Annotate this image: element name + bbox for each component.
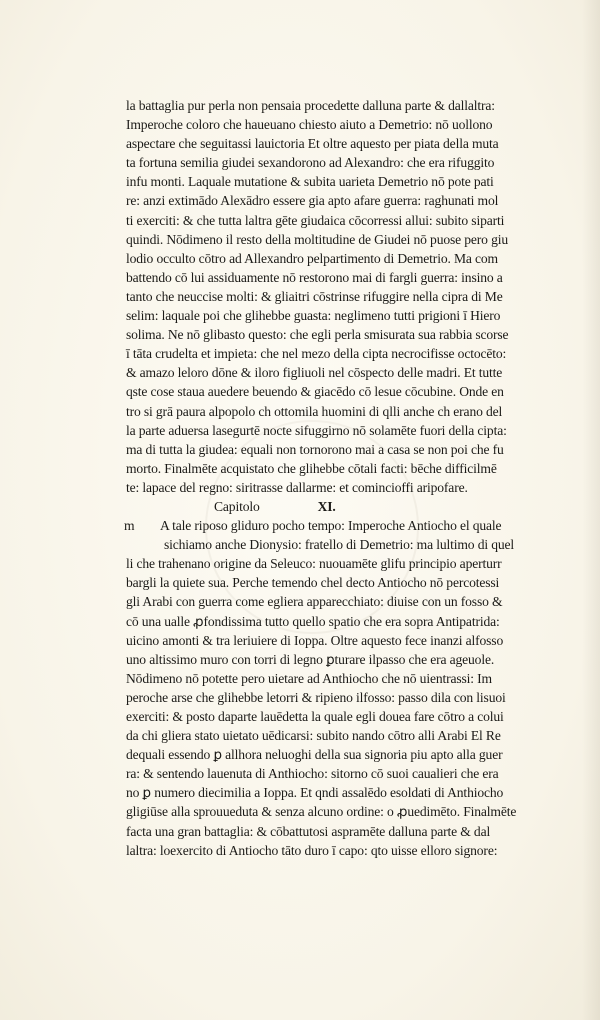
text-line: cō una ualle ꝓfondissima tutto quello spatio che era sopra Antipatrida: bbox=[126, 613, 500, 629]
chapter-heading bbox=[126, 497, 586, 516]
text-line: ī tāta crudelta et impieta: che nel mezo della cipta necrocifisse octocēto: bbox=[126, 346, 507, 362]
text-line: te: lapace del regno: siritrasse dallarme: et comincioffi aripofare. bbox=[126, 479, 468, 495]
text-line: ti exerciti: & che tutta laltra gēte giudaica cōcorressi allui: subito siparti bbox=[126, 212, 505, 228]
text-line: Nōdimeno nō potette pero uietare ad Anthiocho che nō uientrassi: Im bbox=[126, 670, 492, 686]
text-line: la parte aduersa lasegurtē nocte sifuggirno nō solamēte fuori della cipta: bbox=[126, 422, 507, 438]
text-line: ra: & sentendo lauenuta di Anthiocho: sitorno cō suoi caualieri che era bbox=[126, 766, 499, 782]
text-line: solima. Ne nō glibasto questo: che egli perla smisurata sua rabbia scorse bbox=[126, 327, 509, 343]
text-line: laltra: loexercito di Antiocho tāto duro ī capo: qto uisse elloro signore: bbox=[126, 842, 498, 858]
text-line: aspectare che seguitassi lauictoria Et oltre aquesto per piata della muta bbox=[126, 136, 499, 152]
text-line: facta una gran battaglia: & cōbattutosi aspramēte dalluna parte & dal bbox=[126, 823, 491, 839]
chapter-label: Capitolo bbox=[214, 498, 260, 514]
lettrine-guide-letter: m bbox=[124, 518, 135, 534]
text-before-chapter bbox=[126, 96, 586, 497]
chapter-second-line: sichiamo anche Dionysio: fratello di Demetrio: ma lultimo di quel bbox=[164, 537, 515, 553]
text-block bbox=[126, 96, 586, 860]
text-line: selim: laquale poi che glihebbe guasta: neglimeno tutti prigioni ī Hiero bbox=[126, 308, 501, 324]
text-line: qste cose staua auedere beuendo & giacēdo cō lesue cōcubine. Onde en bbox=[126, 384, 504, 400]
text-line: exerciti: & posto daparte lauēdetta la quale egli douea fare cōtro a colui bbox=[126, 709, 504, 724]
text-line: gli Arabi con guerra come egliera apparecchiato: diuise con un fosso & bbox=[126, 594, 503, 610]
text-line: Imperoche coloro che haueuano chiesto aiuto a Demetrio: nō uollono bbox=[126, 117, 493, 133]
text-line: re: anzi extimādo Alexādro essere gia apto afare guerra: raghunati mol bbox=[126, 193, 499, 209]
text-line: peroche arse che glihebbe letorri & ripieno ilfosso: passo dila con lisuoi bbox=[126, 689, 506, 705]
text-line: lodio occulto cōtro ad Allexandro pelpartimento di Demetrio. Ma com bbox=[126, 250, 498, 266]
text-line: tanto che neuccise molti: & gliaitri cōstrinse rifuggire nella cipra di Me bbox=[126, 288, 503, 304]
text-line: battendo cō lui assiduamente nō restorono mai di fargli guerra: insino a bbox=[126, 269, 503, 285]
text-line: morto. Finalmēte acquistato che glihebbe cōtali facti: bēche difficilmē bbox=[126, 460, 497, 476]
chapter-first-line bbox=[126, 516, 586, 535]
chapter-number: XI. bbox=[317, 498, 336, 514]
text-after-chapter bbox=[126, 554, 586, 860]
text-line: quindi. Nōdimeno il resto della moltitudine de Giudei nō puose pero giu bbox=[126, 231, 508, 247]
text-line: ta fortuna semilia giudei sexandorono ad Alexandro: che era rifuggito bbox=[126, 155, 495, 171]
text-line: la battaglia pur perla non pensaia procedette dalluna parte & dallaltra: bbox=[126, 98, 495, 113]
text-line: infu monti. Laquale mutatione & subita uarieta Demetrio nō pote pati bbox=[126, 174, 494, 190]
chapter-first-line-text: A tale riposo gliduro pocho tempo: Imperoche Antiocho el quale bbox=[160, 518, 502, 534]
text-line: gligiūse alla sprouueduta & senza alcuno ordine: o ꝓuedimēto. Finalmēte bbox=[126, 804, 517, 820]
text-line: uicino amonti & tra leriuiere di Ioppa. Oltre aquesto fece inanzi alfosso bbox=[126, 632, 504, 648]
text-line: & amazo leloro dōne & iloro figliuoli nel cōspecto delle madri. Et tutte bbox=[126, 365, 503, 381]
text-line: no ꝑ numero diecimilia a Ioppa. Et qndi assalēdo esoldati di Anthiocho bbox=[126, 785, 504, 801]
text-line: da chi gliera stato uietato uēdicarsi: subito nando cōtro alli Arabi El Re bbox=[126, 728, 501, 744]
text-line: dequali essendo ꝑ allhora neluoghi della sua signoria piu apto alla guer bbox=[126, 747, 503, 763]
text-line: tro si grā paura alpopolo ch ottomila huomini di qlli anche ch erano del bbox=[126, 403, 503, 419]
text-line: ma di tutta la giudea: equali non tornorono mai a casa se non poi che fu bbox=[126, 441, 504, 457]
text-line: bargli la quiete sua. Perche temendo chel decto Antiocho nō percotessi bbox=[126, 575, 500, 591]
text-line: li che trahenano origine da Seleuco: nuouamēte glifu principio aperturr bbox=[126, 556, 502, 572]
text-line: uno altissimo muro con torri di legno ꝑturare ilpasso che era ageuole. bbox=[126, 651, 495, 667]
